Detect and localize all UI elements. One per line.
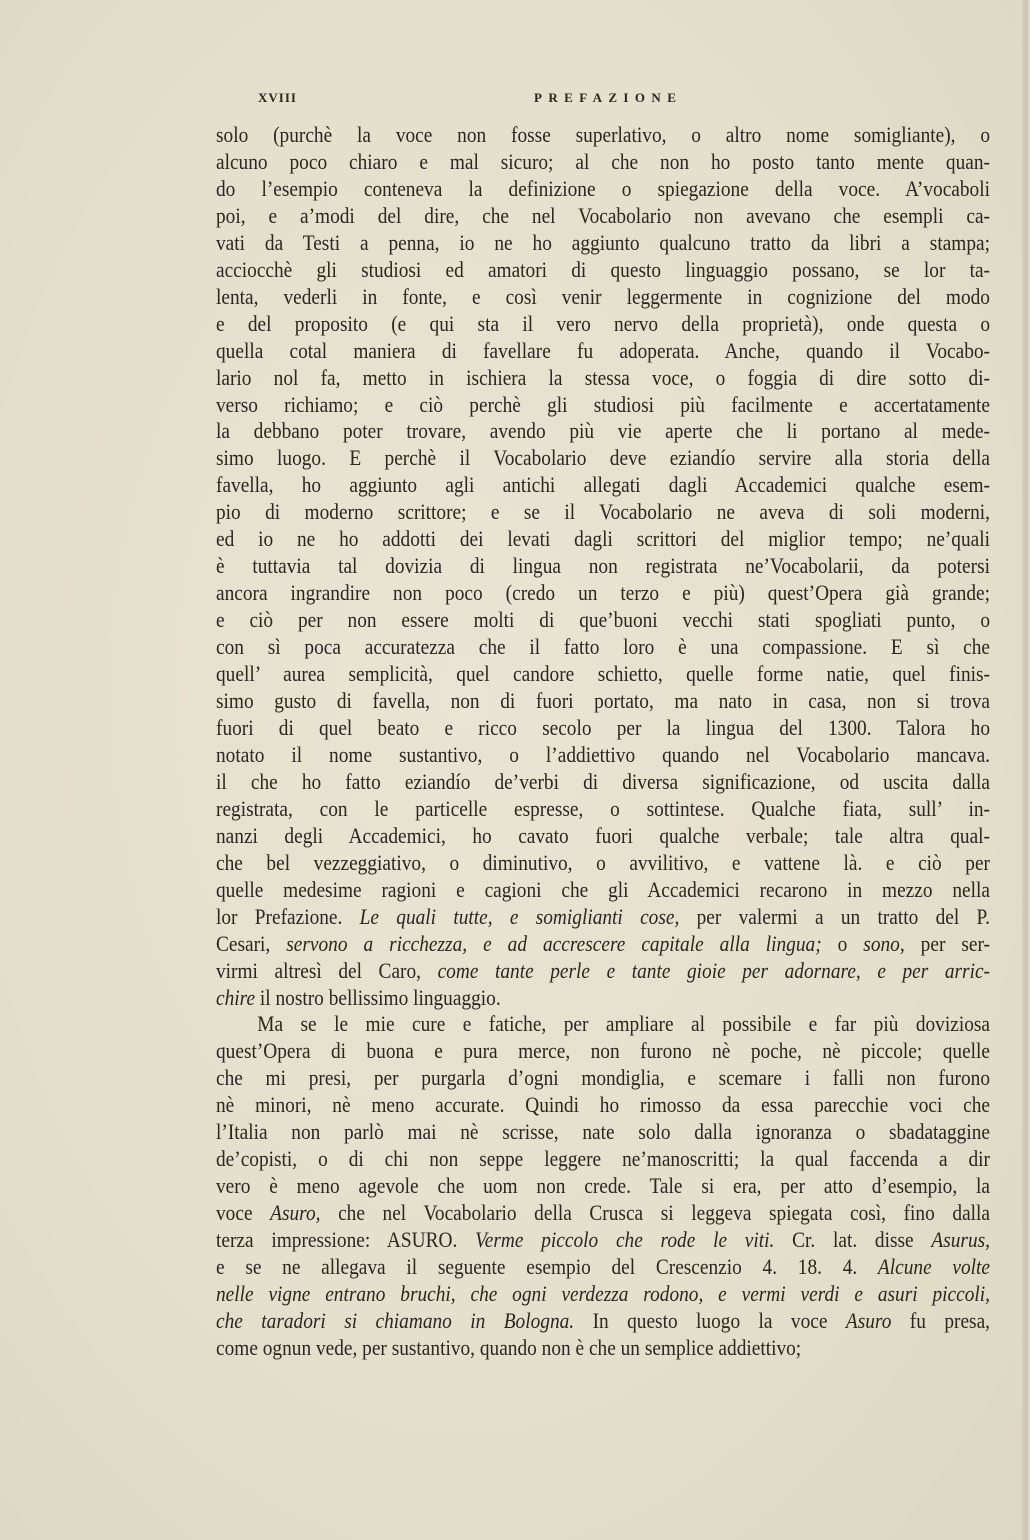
text-line (216, 850, 990, 877)
text-segment: lenta, vederli in fonte, e così venir leggermente in cognizione del modo (216, 283, 990, 309)
text-segment: de’copisti, o di chi non seppe leggere ne’manoscritti; la qual faccenda a dir (216, 1146, 990, 1172)
running-title: PREFAZIONE (534, 90, 683, 105)
text-line (216, 1281, 990, 1308)
text-line (216, 607, 990, 634)
text-line (216, 553, 990, 580)
text-line (216, 1308, 990, 1335)
italic-text: Alcune volte (877, 1254, 990, 1280)
text-segment: vero è meno agevole che uom non crede. Tale si era, per atto d’esempio, la (216, 1173, 990, 1199)
text-segment: e se ne allegava il seguente esempio del Crescenzio 4. 18. 4. (216, 1254, 878, 1280)
text-line (216, 499, 990, 526)
text-line (216, 580, 990, 607)
italic-text: Asurus, (931, 1227, 990, 1253)
text-segment: è tuttavia tal dovizia di lingua non registrata ne’Vocabolarii, da potersi (216, 553, 990, 579)
italic-text: nelle vigne entrano bruchi, che ogni verdezza rodono, e vermi verdi e asuri piccoli, (216, 1280, 990, 1306)
text-line (216, 122, 990, 149)
text-line (216, 742, 990, 769)
text-line (216, 1254, 990, 1281)
text-line (216, 715, 990, 742)
text-segment: Cr. lat. disse (774, 1227, 932, 1253)
text-line (216, 1173, 990, 1200)
text-line (216, 796, 990, 823)
italic-text: come tante perle e tante gioie per adornare, e per arric- (437, 957, 991, 983)
text-line (216, 149, 990, 176)
italic-text: Asuro (845, 1307, 892, 1333)
text-segment: solo (purchè la voce non fosse superlativo, o altro nome somigliante), o (216, 122, 990, 147)
text-segment: poi, e a’modi del dire, che nel Vocabolario non avevano che esempli ca- (216, 202, 990, 228)
text-segment: notato il nome sustantivo, o l’addiettivo quando nel Vocabolario mancava. (216, 741, 990, 767)
text-segment: nanzi degli Accademici, ho cavato fuori qualche verbale; tale altra qual- (216, 822, 990, 848)
italic-text: chire (216, 984, 256, 1010)
italic-text: servono a ricchezza, e ad accrescere capitale alla lingua; (286, 930, 822, 956)
text-line (216, 985, 990, 1012)
text-segment: che nel Vocabolario della Crusca si leggeva spiegata così, fino dalla (320, 1200, 990, 1226)
text-segment: lario nol fa, metto in ischiera la stessa voce, o foggia di dire sotto di- (216, 364, 990, 390)
text-segment: virmi altresì del Caro, (216, 957, 438, 983)
text-segment: come ognun vede, per sustantivo, quando non è che un semplice addiettivo; (216, 1334, 802, 1360)
text-segment: ancora ingrandire non poco (credo un terzo e più) quest’Opera già grande; (216, 580, 990, 606)
text-segment: per valermi a un tratto del P. (679, 903, 990, 929)
text-segment: quell’ aurea semplicità, quel candore schietto, quelle forme natie, quel finis- (216, 661, 990, 687)
text-line (216, 1227, 990, 1254)
text-segment: alcuno poco chiaro e mal sicuro; al che non ho posto tanto mente quan- (216, 148, 990, 174)
text-line (216, 472, 990, 499)
page-number: XVIII (258, 90, 297, 105)
text-line (216, 1146, 990, 1173)
text-segment: che mi presi, per purgarla d’ogni mondiglia, e scemare i falli non furono (216, 1065, 990, 1091)
text-line (216, 284, 990, 311)
text-segment: quest’Opera di buona e pura merce, non furono nè poche, nè piccole; quelle (216, 1038, 990, 1064)
italic-text: Asuro, (270, 1200, 321, 1226)
text-line (216, 365, 990, 392)
text-line (216, 877, 990, 904)
text-segment: quella cotal maniera di favellare fu adoperata. Anche, quando il Vocabo- (216, 337, 990, 363)
text-segment: nè minori, nè meno accurate. Quindi ho rimosso da essa parecchie voci che (216, 1092, 990, 1118)
text-segment: lor Prefazione. (216, 903, 360, 929)
text-line (216, 526, 990, 553)
text-segment: la debbano poter trovare, avendo più vie aperte che li portano al mede- (216, 418, 990, 444)
text-segment: vati da Testi a penna, io ne ho aggiunto qualcuno tratto da libri a stampa; (216, 229, 990, 255)
text-segment: do l’esempio conteneva la definizione o spiegazione della voce. A’vocaboli (216, 175, 990, 201)
text-line (216, 230, 990, 257)
text-segment: Ma se le mie cure e fatiche, per ampliare al possibile e far più doviziosa (257, 1011, 990, 1037)
text-segment: e del proposito (e qui sta il vero nervo della proprietà), onde questa o (216, 310, 990, 336)
text-line (216, 203, 990, 230)
text-line (216, 904, 990, 931)
text-line (216, 823, 990, 850)
text-line (216, 1335, 990, 1362)
italic-text: che taradori si chiamano in Bologna. (216, 1307, 575, 1333)
text-line (216, 958, 990, 985)
text-segment: registrata, con le particelle espresse, o sottintese. Qualche fiata, sull’ in- (216, 795, 990, 821)
text-segment: ed io ne ho addotti dei levati dagli scrittori del miglior tempo; ne’quali (216, 526, 990, 552)
italic-text: sono, (863, 930, 905, 956)
italic-text: Le quali tutte, e somiglianti cose, (359, 903, 680, 929)
text-line (216, 257, 990, 284)
text-segment: con sì poca accuratezza che il fatto loro è una compassione. E sì che (216, 634, 990, 660)
body-text (216, 122, 990, 1362)
text-segment: voce (216, 1200, 271, 1226)
italic-text: Verme piccolo che rode le viti. (475, 1227, 775, 1253)
text-segment: pio di moderno scrittore; e se il Vocabolario ne aveva di soli moderni, (216, 499, 990, 525)
text-segment: favella, ho aggiunto agli antichi allegati dagli Accademici qualche esem- (216, 472, 990, 498)
text-line (216, 392, 990, 419)
text-line (216, 176, 990, 203)
page-header (258, 90, 718, 114)
text-line (216, 1092, 990, 1119)
text-segment: fuori di quel beato e ricco secolo per la lingua del 1300. Talora ho (216, 714, 990, 740)
text-segment: che bel vezzeggiativo, o diminutivo, o avvilitivo, e vattene là. e ciò per (216, 849, 990, 875)
text-segment: Cesari, (216, 930, 287, 956)
text-segment: il nostro bellissimo linguaggio. (255, 984, 501, 1010)
text-line (216, 634, 990, 661)
text-segment: simo luogo. E perchè il Vocabolario deve eziandío servire alla storia della (216, 445, 990, 471)
text-line (216, 769, 990, 796)
text-line (216, 1119, 990, 1146)
text-segment: il che ho fatto eziandío de’verbi di diversa significazione, od uscita dalla (216, 768, 990, 794)
text-line (216, 1038, 990, 1065)
text-segment: In questo luogo la voce (574, 1307, 846, 1333)
text-segment: terza impressione: ASURO. (216, 1227, 476, 1253)
text-line (216, 1065, 990, 1092)
text-line (216, 1200, 990, 1227)
text-segment: quelle medesime ragioni e cagioni che gli Accademici recarono in mezzo nella (216, 876, 990, 902)
text-segment: e ciò per non essere molti di que’buoni vecchi stati spogliati punto, o (216, 607, 990, 633)
text-segment: o (821, 930, 864, 956)
text-segment: verso richiamo; e ciò perchè gli studiosi più facilmente e accertatamente (216, 391, 990, 417)
text-segment: fu presa, (891, 1307, 991, 1333)
text-line (216, 311, 990, 338)
text-line (216, 1011, 990, 1038)
text-line (216, 661, 990, 688)
text-line (216, 338, 990, 365)
page-edge (1022, 0, 1030, 1540)
text-line (216, 418, 990, 445)
text-segment: l’Italia non parlò mai nè scrisse, nate solo dalla ignoranza o sbadataggine (216, 1119, 990, 1145)
text-segment: per ser- (904, 930, 990, 956)
text-segment: acciocchè gli studiosi ed amatori di questo linguaggio possano, se lor ta- (216, 256, 990, 282)
text-line (216, 688, 990, 715)
text-line (216, 931, 990, 958)
text-segment: simo gusto di favella, non di fuori portato, ma nato in casa, non si trova (216, 688, 990, 714)
text-line (216, 445, 990, 472)
